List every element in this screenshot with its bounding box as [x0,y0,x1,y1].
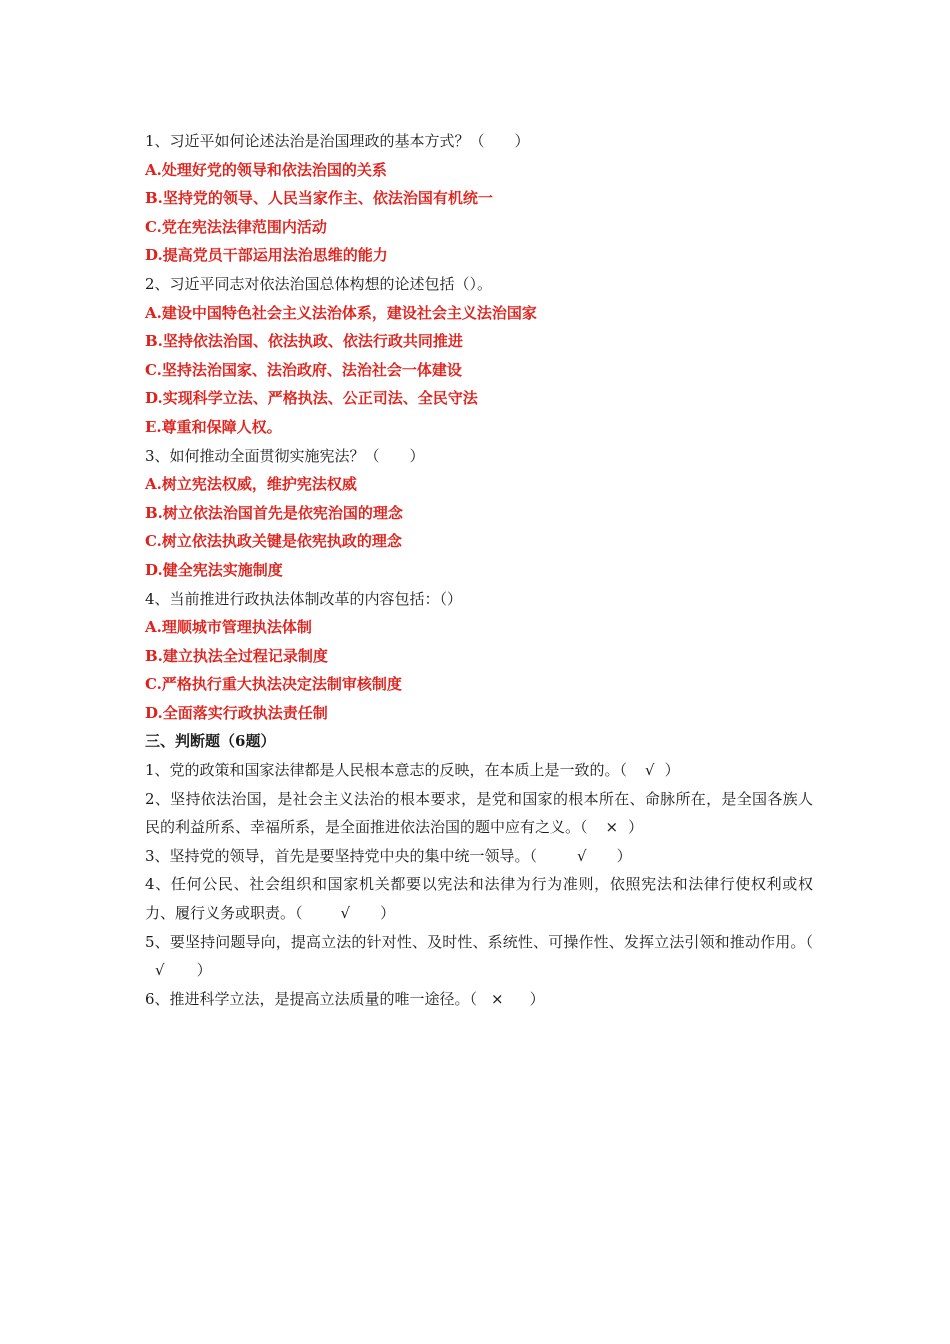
question-text: 4、当前推进行政执法体制改革的内容包括：（） [145,589,463,608]
judgment-text: 2、坚持依法治国，是社会主义法治的根本要求，是党和国家的根本所在、命脉所在，是全国各族人民的利益所系、幸福所系，是全面推进依法治国的题中应有之义。（ [145,789,813,837]
judgment-text: 6、推进科学立法，是提高立法质量的唯一途径。（ [145,989,478,1008]
judgment-text: 3、坚持党的领导，首先是要坚持党中央的集中统一领导。（ [145,846,538,865]
judgment-item [145,870,813,927]
answer-option: B.坚持党的领导、人民当家作主、依法治国有机统一 [145,189,493,208]
question-text: 3、如何推动全面贯彻实施宪法？（ ） [145,446,425,465]
check-mark: √ [645,761,655,780]
answer-option: C.树立依法执政关键是依宪执政的理念 [145,532,402,551]
judgment-text: 4、任何公民、社会组织和国家机关都要以宪法和法律为行为准则，依照宪法和法律行使权利或权力、履行义务或职责。（ [145,875,813,923]
answer-option: C.严格执行重大执法决定法制审核制度 [145,675,402,694]
judgment-item [145,756,813,785]
check-mark: √ [155,961,165,980]
question-block [145,442,813,585]
judgment-close: ） [664,761,680,780]
cross-mark: × [491,989,504,1008]
answer-option: B.树立依法治国首先是依宪治国的理念 [145,503,403,522]
answer-option: A.建设中国特色社会主义法治体系，建设社会主义法治国家 [145,303,537,322]
question-block [145,127,813,270]
question-block [145,585,813,728]
answer-option: A.树立宪法权威，维护宪法权威 [145,475,357,494]
section-heading: 三、判断题（6题） [145,732,276,751]
answer-option: A.处理好党的领导和依法治国的关系 [145,160,387,179]
cross-mark: × [605,818,619,837]
check-mark: √ [577,846,587,865]
check-mark: √ [340,904,351,923]
question-block [145,270,813,442]
answer-option: C.党在宪法法律范围内活动 [145,217,327,236]
judgment-close: ） [529,989,545,1008]
answer-option: D.健全宪法实施制度 [145,560,283,579]
answer-option: C.坚持法治国家、法治政府、法治社会一体建设 [145,360,462,379]
judgment-close: ） [196,961,212,980]
judgment-close: ） [380,904,396,923]
answer-option: D.实现科学立法、严格执法、公正司法、全民守法 [145,389,478,408]
answer-option: E.尊重和保障人权。 [145,417,282,436]
judgment-close: ） [628,818,644,837]
answer-option: A.理顺城市管理执法体制 [145,618,312,637]
judgment-item [145,785,813,842]
question-text: 1、习近平如何论述法治是治国理政的基本方式？（ ） [145,132,530,150]
judgment-item [145,928,813,985]
document-page [145,127,813,1013]
judgment-item [145,985,813,1014]
judgment-close: ） [616,846,632,865]
judgment-item [145,842,813,871]
answer-option: B.坚持依法治国、依法执政、依法行政共同推进 [145,332,463,351]
answer-option: D.提高党员干部运用法治思维的能力 [145,246,388,265]
answer-option: D.全面落实行政执法责任制 [145,703,328,722]
judgment-text: 5、要坚持问题导向，提高立法的针对性、及时性、系统性、可操作性、发挥立法引领和推动作用。（ [145,932,813,951]
judgment-text: 1、党的政策和国家法律都是人民根本意志的反映，在本质上是一致的。（ [145,761,628,780]
question-text: 2、习近平同志对依法治国总体构想的论述包括（）。 [145,274,493,293]
answer-option: B.建立执法全过程记录制度 [145,646,328,665]
